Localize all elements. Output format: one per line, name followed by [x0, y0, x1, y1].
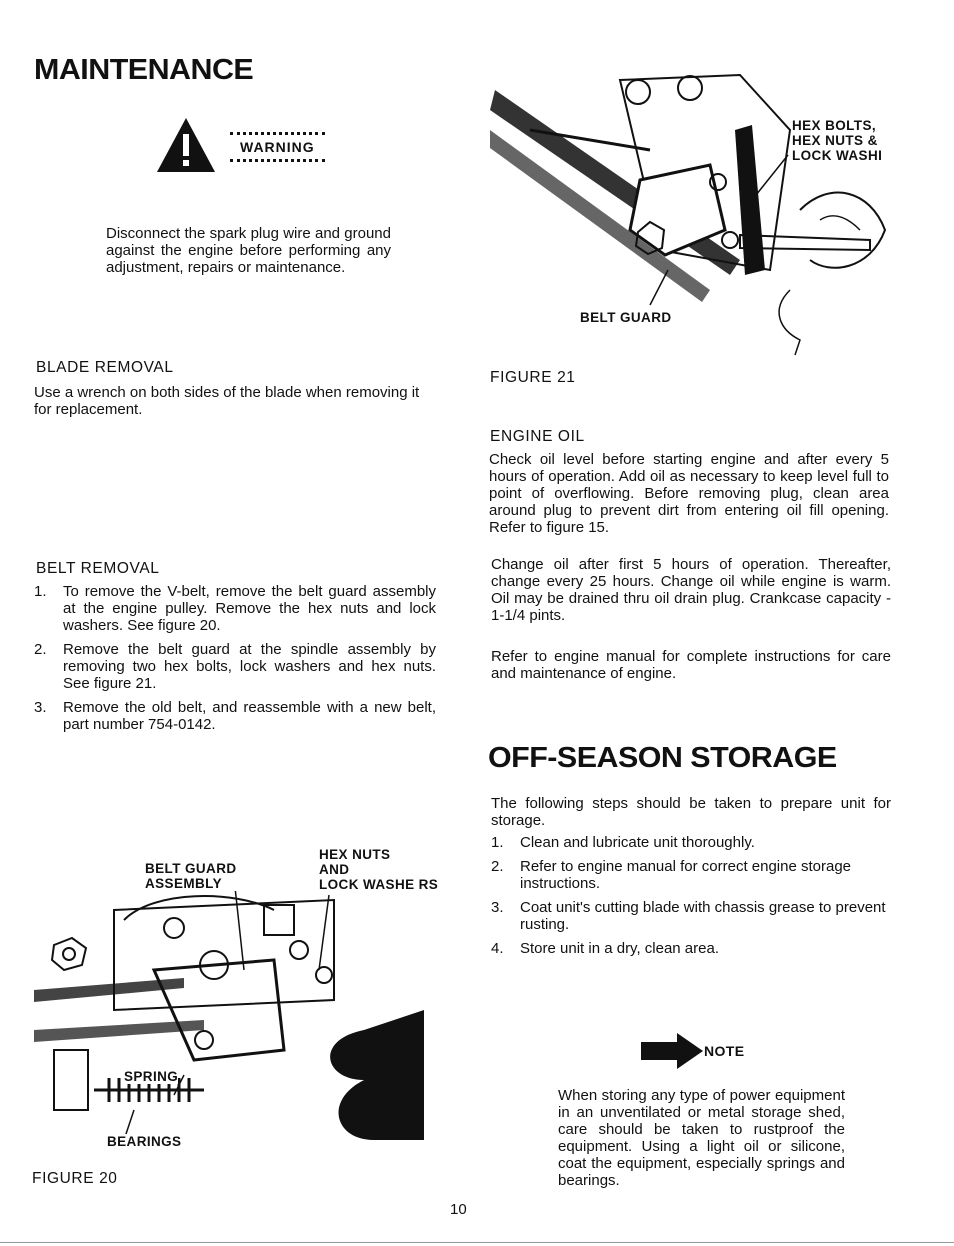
warning-label: WARNING: [230, 132, 325, 162]
note-text: When storing any type of power equipment in an unventilated or metal storage shed, care should be taken to rustproof the equipment. Using a light oil or silicone, coat the equipment, especially springs and bearings.: [558, 1087, 845, 1189]
warning-text: Disconnect the spark plug wire and ground against the engine before performing any adjustment, repairs or maintenance.: [106, 225, 391, 276]
note-arrow-icon: [641, 1033, 705, 1069]
figure-21-hex-bolts-label: HEX BOLTS, HEX NUTS & LOCK WASHI: [792, 118, 883, 163]
engine-oil-para-3: Refer to engine manual for complete instructions for care and maintenance of engine.: [491, 648, 891, 682]
figure-20-hex-nuts-label: HEX NUTS AND LOCK WASHE RS: [319, 847, 439, 892]
list-item: 3. Remove the old belt, and reassemble with a new belt, part number 754-0142.: [34, 699, 436, 733]
figure-21-belt-guard-label: BELT GUARD: [580, 310, 672, 325]
engine-oil-para-1: Check oil level before starting engine and after every 5 hours of operation. Add oil as necessary to keep level full to point of overflowing. Before removing plug, clean area around plug to prevent dirt from entering oil fill opening. Refer to figure 15.: [489, 451, 889, 536]
figure-21-illustration: [490, 70, 890, 360]
note-label: NOTE: [704, 1043, 745, 1059]
engine-oil-heading: ENGINE OIL: [490, 428, 585, 445]
list-item: 2. Remove the belt guard at the spindle assembly by removing two hex bolts, lock washers and hex nuts. See figure 21.: [34, 641, 436, 692]
figure-20-belt-guard-label: BELT GUARD ASSEMBLY: [145, 861, 237, 891]
figure-20-illustration: [34, 850, 434, 1150]
maintenance-title: MAINTENANCE: [34, 54, 254, 86]
engine-oil-para-2: Change oil after first 5 hours of operation. Thereafter, change every 25 hours. Change oil while engine is warm. Oil may be drained thru oil drain plug. Crankcase capacity - 1-1/4 pints.: [491, 556, 891, 624]
blade-removal-text: Use a wrench on both sides of the blade when removing it for replacement.: [34, 384, 420, 418]
list-item: 4. Store unit in a dry, clean area.: [491, 940, 719, 957]
figure-21-caption: FIGURE 21: [490, 369, 576, 386]
figure-20-caption: FIGURE 20: [32, 1170, 118, 1187]
figure-20-bearings-label: BEARINGS: [107, 1134, 182, 1149]
storage-intro: The following steps should be taken to prepare unit for storage.: [491, 795, 891, 829]
list-item: 1. To remove the V-belt, remove the belt guard assembly at the engine pulley. Remove the hex nuts and lock washers. See figure 20.: [34, 583, 436, 634]
list-item: 2. Refer to engine manual for correct engine storage instructions.: [491, 858, 852, 892]
bottom-rule: [0, 1242, 954, 1243]
storage-title: OFF-SEASON STORAGE: [488, 742, 837, 774]
figure-20-spring-label: SPRING: [124, 1069, 179, 1084]
page-number: 10: [450, 1201, 467, 1218]
storage-steps: [491, 834, 896, 964]
blade-removal-heading: BLADE REMOVAL: [36, 359, 174, 376]
list-item: 3. Coat unit's cutting blade with chassis grease to prevent rusting.: [491, 899, 886, 933]
warning-badge: [230, 132, 325, 162]
warning-triangle-icon: [155, 116, 217, 174]
belt-removal-heading: BELT REMOVAL: [36, 560, 160, 577]
belt-removal-steps: [34, 583, 436, 740]
list-item: 1. Clean and lubricate unit thoroughly.: [491, 834, 755, 851]
